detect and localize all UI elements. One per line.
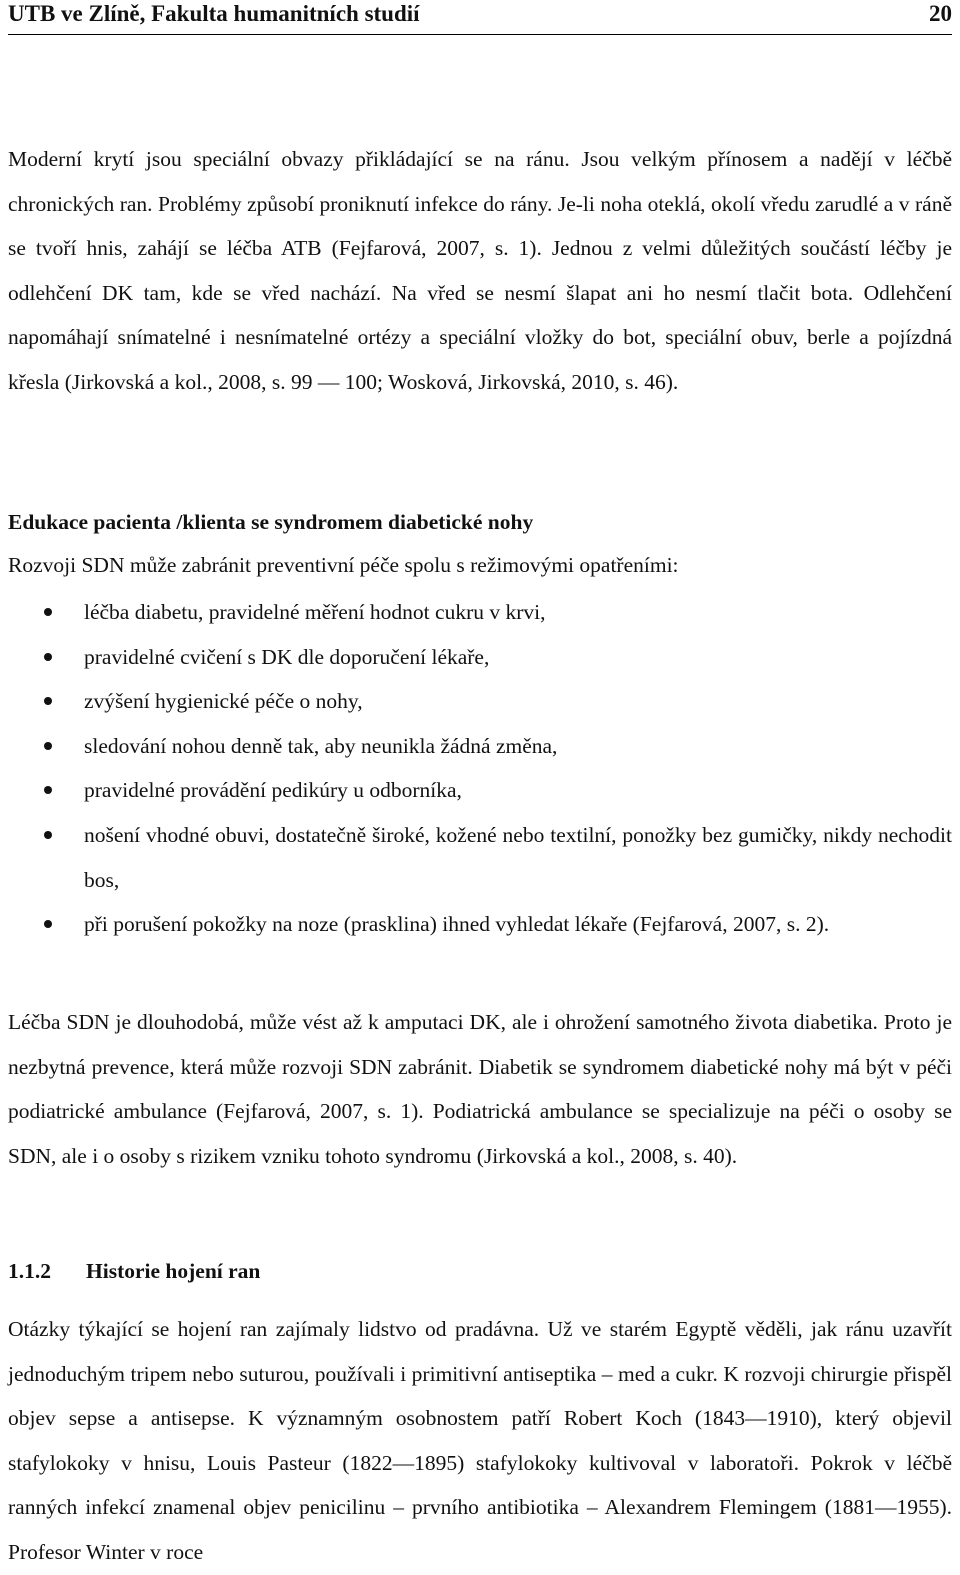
list-item-text: zvýšení hygienické péče o nohy, [84, 689, 363, 714]
bullet-icon [44, 742, 52, 750]
header-title: UTB ve Zlíně, Fakulta humanitních studií [8, 1, 420, 26]
page-header [8, 0, 952, 35]
list-item [8, 724, 952, 769]
list-item [8, 590, 952, 635]
bullet-icon [44, 697, 52, 705]
prevention-list [8, 590, 952, 947]
list-item [8, 813, 952, 902]
history-paragraph: Otázky týkající se hojení ran zajímaly lidstvo od pradávna. Už ve starém Egyptě věděli, jak ránu uzavřít jednoduchým tripem nebo suturou, používali i primitivní antiseptika – med a cukr. K rozvoji chirurgie přispěl objev sepse a antisepse. K významným osobnostem patří Robert Koch (1843—1910), který objevil stafylokoky v hnisu, Louis Pasteur (1822—1895) stafylokoky kultivoval v laboratoři. Pokrok v léčbě ranných infekcí znamenal objev penicilinu – prvního antibiotika – Alexandrem Flemingem (1881—1955). Profesor Winter v roce [8, 1317, 952, 1564]
list-item-text: při porušení pokožky na noze (prasklina) ihned vyhledat lékaře (Fejfarová, 2007, s. 2). [84, 912, 830, 937]
bullet-icon [44, 920, 52, 928]
intro-paragraph: Moderní krytí jsou speciální obvazy přikládající se na ránu. Jsou velkým přínosem a nadějí v léčbě chronických ran. Problémy způsobí proniknutí infekce do rány. Je-li noha oteklá, okolí vředu zarudlé a v ráně se tvoří hnis, zahájí se léčba ATB (Fejfarová, 2007, s. 1). Jednou z velmi důležitých součástí léčby je odlehčení DK tam, kde se vřed nachází. Na vřed se nesmí šlapat ani ho nesmí tlačit bota. Odlehčení napomáhají snímatelné i nesnímatelné ortézy a speciální vložky do bot, speciální obuv, berle a pojízdná křesla (Jirkovská a kol., 2008, s. 99 — 100; Wosková, Jirkovská, 2010, s. 46). [8, 147, 952, 394]
bullet-icon [44, 786, 52, 794]
bullet-icon [44, 608, 52, 616]
list-item-text: léčba diabetu, pravidelné měření hodnot cukru v krvi, [84, 600, 546, 624]
list-item [8, 635, 952, 680]
list-item-text: pravidelné cvičení s DK dle doporučení lékaře, [84, 644, 490, 669]
education-heading: Edukace pacienta /klienta se syndromem diabetické nohy [8, 510, 534, 534]
section-number: 1.1.2 [8, 1259, 51, 1283]
list-item [8, 768, 952, 813]
section-title: Historie hojení ran [86, 1259, 261, 1283]
section-heading [8, 1256, 260, 1286]
education-closing: Léčba SDN je dlouhodobá, může vést až k amputaci DK, ale i ohrožení samotného života diabetika. Proto je nezbytná prevence, která může rozvoji SDN zabránit. Diabetik se syndromem diabetické nohy má být v péči podiatrické ambulance (Fejfarová, 2007, s. 1). Podiatrická ambulance se specializuje na péči o osoby se SDN, ale i o osoby s rizikem vzniku tohoto syndromu (Jirkovská a kol., 2008, s. 40). [8, 1010, 952, 1168]
list-item-text: sledování nohou denně tak, aby neunikla žádná změna, [84, 733, 558, 758]
bullet-icon [44, 653, 52, 661]
list-item [8, 679, 952, 724]
list-item-text: nošení vhodné obuvi, dostatečně široké, kožené nebo textilní, ponožky bez gumičky, nikdy nechodit bos, [84, 822, 952, 892]
bullet-icon [44, 831, 52, 839]
page-number: 20 [929, 1, 952, 26]
list-item-text: pravidelné provádění pedikúry u odborníka, [84, 778, 462, 803]
education-lead: Rozvoji SDN může zabránit preventivní péče spolu s režimovými opatřeními: [8, 553, 679, 577]
list-item [8, 902, 952, 947]
